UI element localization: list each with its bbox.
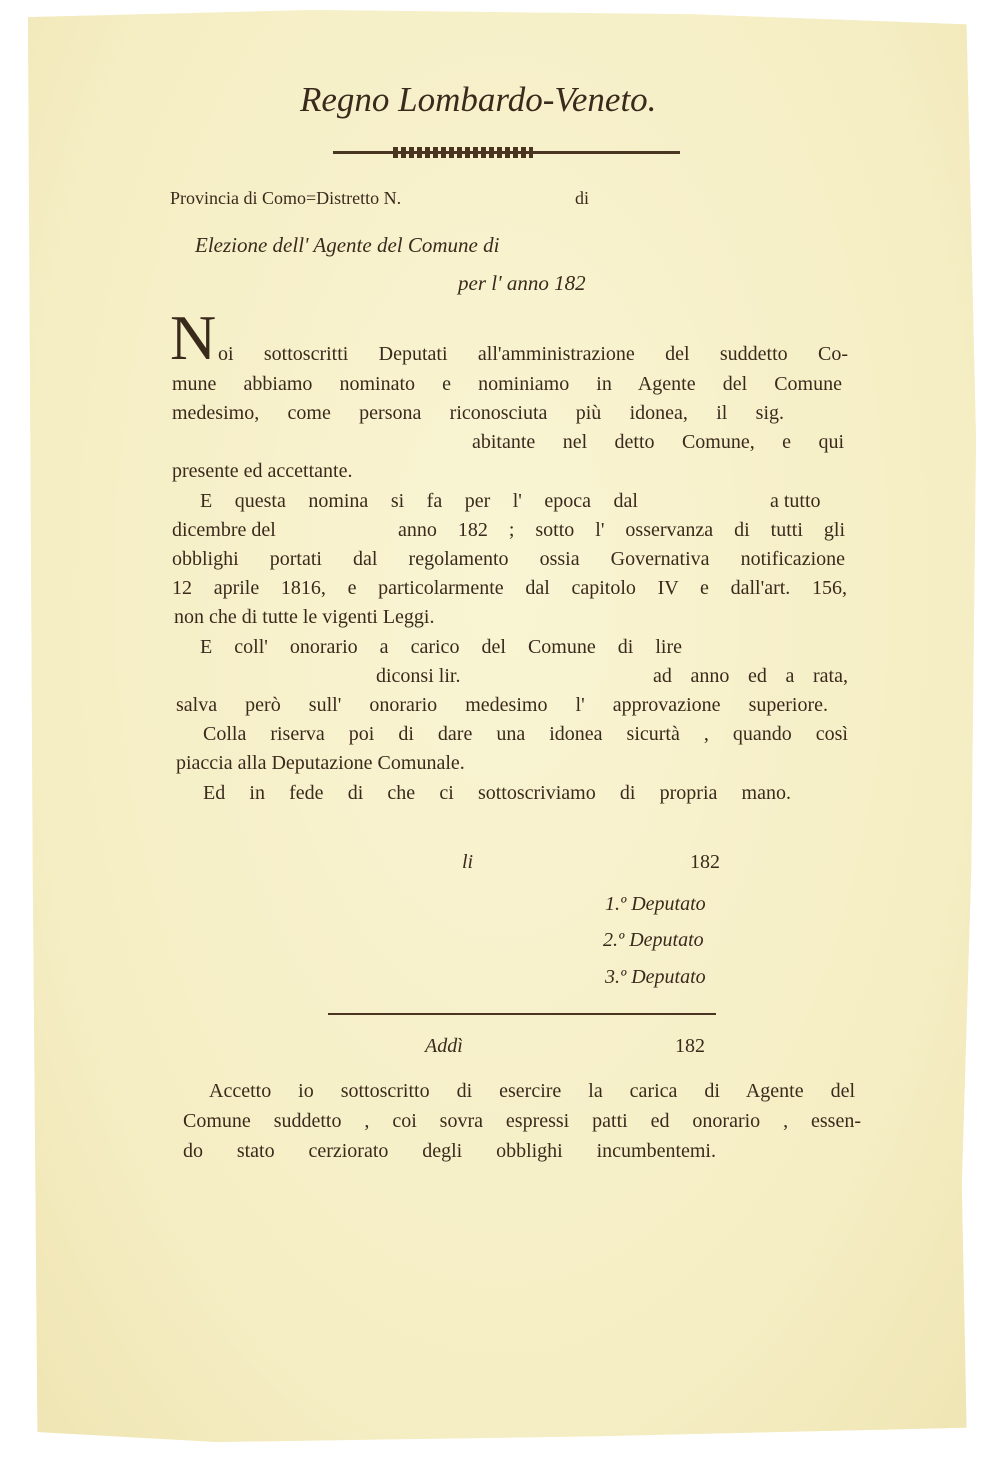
drop-cap: N xyxy=(170,302,217,373)
election-heading: Elezione dell' Agente del Comune di xyxy=(195,233,500,257)
body-line: Colla riserva poi di dare una idonea sicurtà , quando così xyxy=(203,723,848,745)
acceptance-line: Comune suddetto , coi sovra espressi patti ed onorario , essen- xyxy=(183,1110,861,1132)
body-line: Ed in fede di che ci sottoscriviamo di propria mano. xyxy=(203,782,791,804)
acceptance-line: do stato cerziorato degli obblighi incumbentemi. xyxy=(183,1140,716,1162)
body-line: oi sottoscritti Deputati all'amministrazione del suddetto Co- xyxy=(218,343,848,365)
body-line: 12 aprile 1816, e particolarmente dal capitolo IV e dall'art. 156, xyxy=(172,577,847,599)
acceptance-addi: Addì xyxy=(425,1035,463,1057)
body-line: ad anno ed a rata, xyxy=(653,665,848,687)
signature-place: li xyxy=(462,851,474,873)
body-line: presente ed accettante. xyxy=(172,460,353,482)
year-heading: per l' anno 182 xyxy=(458,271,586,295)
deputy-3: 3.º Deputato xyxy=(605,966,706,988)
province-line: Provincia di Como=Distretto N. xyxy=(170,188,402,208)
acceptance-year: 182 xyxy=(675,1035,705,1057)
signature-year: 182 xyxy=(690,851,720,873)
body-line: dicembre del xyxy=(172,519,276,541)
body-line: anno 182 ; sotto l' osservanza di tutti gli xyxy=(398,519,845,541)
body-line: E questa nomina si fa per l' epoca dal xyxy=(200,490,638,512)
ornamental-rule xyxy=(333,151,680,154)
body-line: a tutto xyxy=(770,490,821,512)
body-line: E coll' onorario a carico del Comune di lire xyxy=(200,636,682,658)
divider xyxy=(328,1013,716,1015)
body-line: obblighi portati dal regolamento ossia Governativa notificazione xyxy=(172,548,845,570)
acceptance-line: Accetto io sottoscritto di esercire la carica di Agente del xyxy=(209,1080,855,1102)
deputy-1: 1.º Deputato xyxy=(605,893,706,915)
body-line: piaccia alla Deputazione Comunale. xyxy=(176,752,465,774)
body-line: diconsi lir. xyxy=(376,665,461,687)
district-di: di xyxy=(575,188,590,208)
body-line: non che di tutte le vigenti Leggi. xyxy=(174,606,435,628)
body-line: medesimo, come persona riconosciuta più idonea, il sig. xyxy=(172,402,784,424)
deputy-2: 2.º Deputato xyxy=(603,929,704,951)
body-line: salva però sull' onorario medesimo l' approvazione superiore. xyxy=(176,694,828,716)
body-line: mune abbiamo nominato e nominiamo in Agente del Comune xyxy=(172,373,842,395)
document-title: Regno Lombardo-Veneto. xyxy=(300,80,657,119)
body-line: abitante nel detto Comune, e qui xyxy=(472,431,844,453)
